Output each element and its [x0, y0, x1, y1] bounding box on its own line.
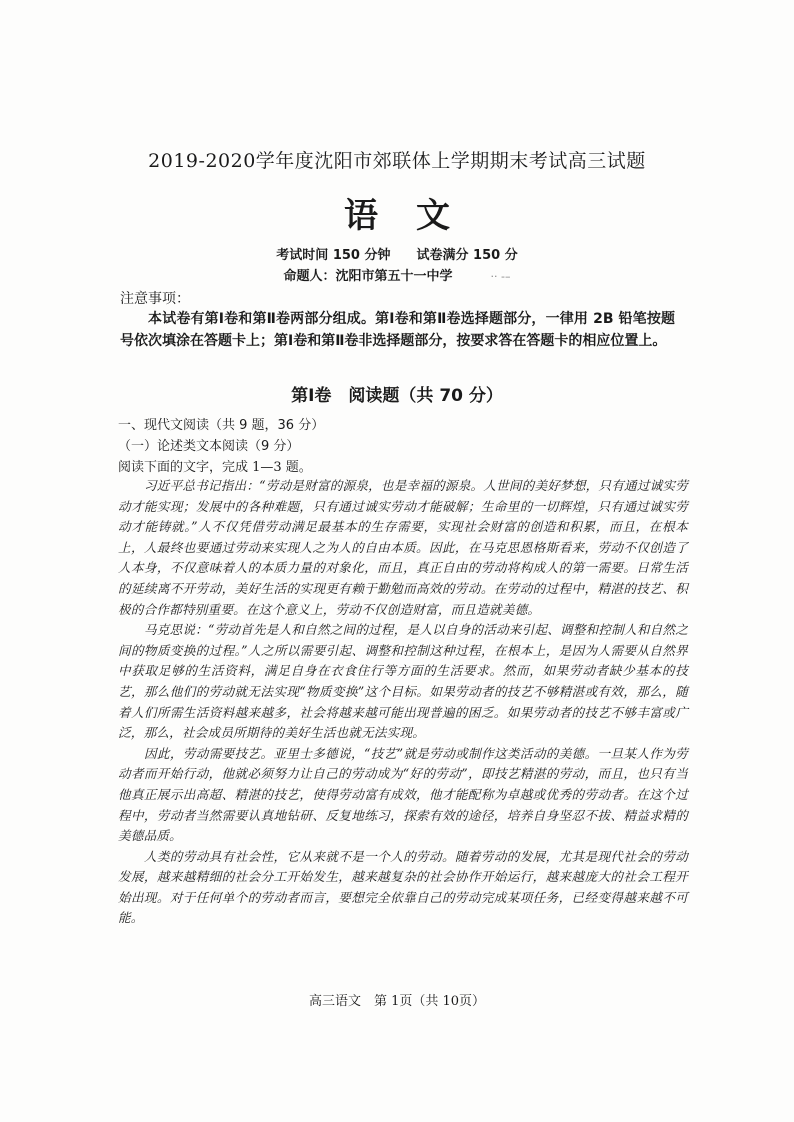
article-paragraph: 因此，劳动需要技艺。亚里士多德说，“技艺”就是劳动或制作这类活动的美德。一旦某人作为劳动者而开始行动，他就必须努力让自己的劳动成为“好的劳动”，即技艺精湛的劳动，而且，也只有当他真正展示出高超、精湛的技艺，使得劳动富有成效，他才能配称为卓越或优秀的劳动者。在这个过程中，劳动者当然需要认真地钻研、反复地练习，探索有效的途径，培养自身坚忍不拔、精益求精的美德品质。 [118, 745, 688, 844]
article-paragraph: 马克思说：“劳动首先是人和自然之间的过程，是人以自身的活动来引起、调整和控制人和自然之间的物质变换的过程。”人之所以需要引起、调整和控制这种过程，在根本上，是因为人需要从自然界中获取足够的生活资料，满足自身在衣食住行等方面的生活要求。然而，如果劳动者缺少基本的技艺，那么他们的劳动就无法实现“物质变换”这个目标。如果劳动者的技艺不够精湛或有效，那么，随着人们所需生活资料越来越多，社会将越来越可能出现普遍的困乏。如果劳动者的技艺不够丰富或广泛，那么，社会成员所期待的美好生活也就无法实现。 [118, 622, 688, 741]
exam-duration: 考试时间 150 分钟 [276, 248, 391, 263]
page-footer: 高三语文 第 1页（共 10页） [308, 994, 486, 1009]
article-paragraph: 习近平总书记指出：“劳动是财富的源泉，也是幸福的源泉。人世间的美好梦想，只有通过诚实劳动才能实现；发展中的各种难题，只有通过诚实劳动才能破解；生命里的一切辉煌，只有通过诚实劳动才能铸就。”人不仅凭借劳动满足最基本的生存需要，实现社会财富的创造和积累，而且，在根本上，人最终也要通过劳动来实现人之为人的自由本质。因此，在马克思恩格斯看来，劳动不仅创造了人本身，不仅意味着人的本质力量的对象化，而且，真正自由的劳动将构成人的第一需要。日常生活的延续离不开劳动，美好生活的实现更有赖于勤勉而高效的劳动。在劳动的过程中，精湛的技艺、积极的合作都特别重要。在这个意义上，劳动不仅创造财富，而且造就美德。 [118, 478, 688, 617]
subject-title: 语文 [344, 196, 488, 236]
exam-meta-time-score [0, 244, 794, 263]
section-title: 第Ⅰ卷 阅读题（共 70 分） [291, 386, 503, 406]
exam-title: 2019-2020学年度沈阳市郊联体上学期期末考试高三试题 [148, 150, 646, 172]
scan-marks: ·· -– [490, 270, 511, 283]
notice-text: 本试卷有第Ⅰ卷和第Ⅱ卷两部分组成。第Ⅰ卷和第Ⅱ卷选择题部分，一律用 2B 铅笔按题号依次填涂在答题卡上；第Ⅰ卷和第Ⅱ卷非选择题部分，按要求答在答题卡的相应位置上。 [120, 311, 675, 349]
exam-meta-author [0, 265, 794, 284]
exam-author: 命题人：沈阳市第五十一中学 [283, 269, 453, 284]
reading-instruction: 阅读下面的文字，完成 1—3 题。 [118, 460, 312, 475]
subpart-heading: （一）论述类文本阅读（9 分） [118, 439, 300, 454]
reading-article [118, 476, 688, 929]
notice-heading: 注意事项： [120, 291, 190, 307]
part-heading: 一、现代文阅读（共 9 题，36 分） [118, 418, 325, 433]
article-paragraph: 人类的劳动具有社会性，它从来就不是一个人的劳动。随着劳动的发展，尤其是现代社会的劳动发展，越来越精细的社会分工开始发生，越来越复杂的社会协作开始运行，越来越庞大的社会工程开始出现。对于任何单个的劳动者而言，要想完全依靠自己的劳动完成某项任务，已经变得越来越不可能。 [118, 848, 688, 926]
exam-full-score: 试卷满分 150 分 [416, 248, 518, 263]
